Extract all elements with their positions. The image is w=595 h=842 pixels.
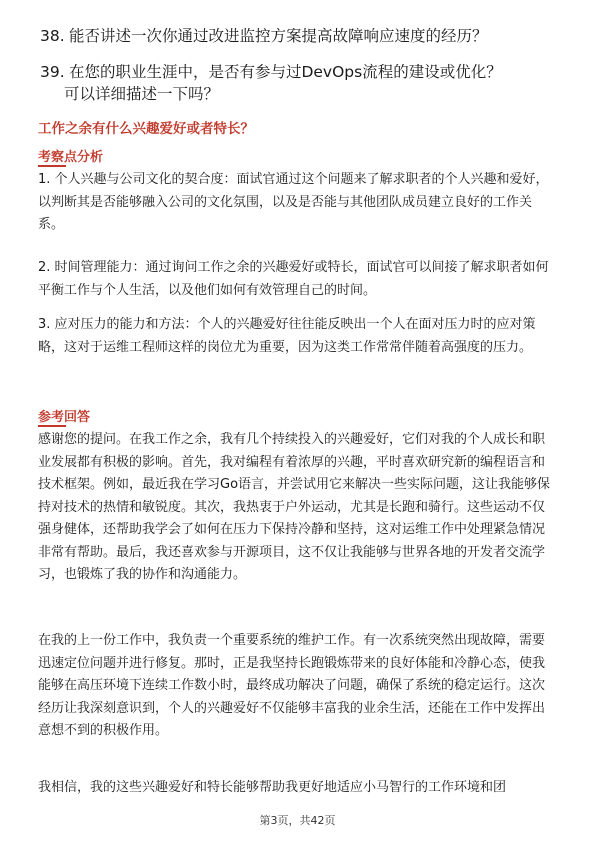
- question-number: 38.: [40, 27, 65, 45]
- question-number: 39.: [40, 63, 65, 81]
- analysis-point-3: 3. 应对压力的能力和方法：个人的兴趣爱好往往能反映出一个人在面对压力时的应对策略，这对于运维工程师这样的岗位尤为重要，因为这类工作常常伴随着高强度的压力。: [38, 317, 536, 355]
- page-footer: 第3页，共42页: [259, 814, 336, 827]
- answer-underline: [38, 425, 66, 427]
- question-38: [40, 25, 487, 47]
- answer-heading: 参考回答: [38, 410, 91, 425]
- question-39: [40, 61, 560, 105]
- answer-paragraph-1: 感谢您的提问。在我工作之余，我有几个持续投入的兴趣爱好，它们对我的个人成长和职业发展都有积极的影响。首先，我对编程有着浓厚的兴趣，平时喜欢研究新的编程语言和技术框架。例如，最近我在学习Go语言，并尝试用它来解决一些实际问题，这让我能够保持对技术的热情和敏锐度。其次，我热衷于户外运动，尤其是长跑和骑行。这些运动不仅强身健体，还帮助我学会了如何在压力下保持冷静和坚持，这对运维工作中处理紧急情况非常有帮助。最后，我还喜欢参与开源项目，这不仅让我能够与世界各地的开发者交流学习，也锻炼了我的协作和沟通能力。: [38, 432, 551, 582]
- analysis-heading: 考察点分析: [38, 150, 104, 165]
- section-title: 工作之余有什么兴趣爱好或者特长？: [38, 121, 254, 137]
- question-text-line1: 在您的职业生涯中，是否有参与过DevOps流程的建设或优化？: [68, 63, 502, 81]
- answer-paragraph-3: 我相信，我的这些兴趣爱好和特长能够帮助我更好地适应小马智行的工作环境和团: [38, 780, 507, 795]
- analysis-underline: [38, 165, 66, 167]
- analysis-point-2: 2. 时间管理能力：通过询问工作之余的兴趣爱好或特长，面试官可以间接了解求职者如何平衡工作与个人生活，以及他们如何有效管理自己的时间。: [38, 260, 549, 298]
- question-text: 能否讲述一次你通过改进监控方案提高故障响应速度的经历？: [68, 27, 488, 45]
- question-text-line2: 可以详细描述一下吗？: [64, 85, 220, 103]
- answer-paragraph-2: 在我的上一份工作中，我负责一个重要系统的维护工作。有一次系统突然出现故障，需要迅速定位问题并进行修复。那时，正是我坚持长跑锻炼带来的良好体能和冷静心态，使我能够在高压环境下连续工作数小时，最终成功解决了问题，确保了系统的稳定运行。这次经历让我深刻意识到，个人的兴趣爱好不仅能够丰富我的业余生活，还能在工作中发挥出意想不到的积极作用。: [38, 633, 546, 738]
- analysis-point-1: 1. 个人兴趣与公司文化的契合度：面试官通过这个问题来了解求职者的个人兴趣和爱好，以判断其是否能够融入公司的文化氛围，以及是否能与其他团队成员建立良好的工作关系。: [38, 172, 549, 232]
